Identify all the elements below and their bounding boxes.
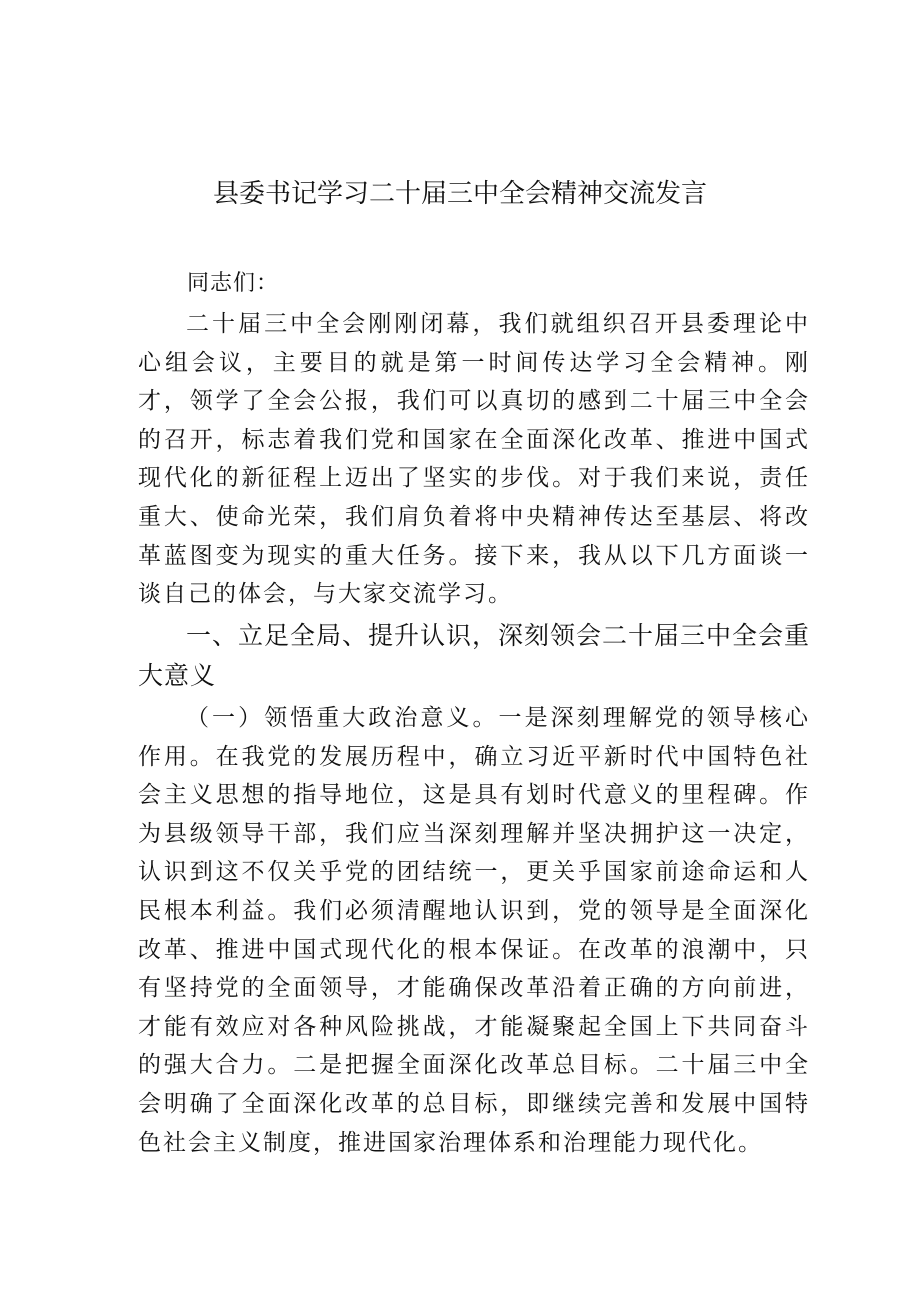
document-title: 县委书记学习二十届三中全会精神交流发言 [212, 179, 707, 209]
paragraph-section-1-1: （一）领悟重大政治意义。一是深刻理解党的领导核心作用。在我党的发展历程中，确立习近平新时代中国特色社会主义思想的指导地位，这是具有划时代意义的里程碑。作为县级领导干部，我们应当深刻理解并坚决拥护这一决定，认识到这不仅关乎党的团结统一，更关乎国家前途命运和人民根本利益。我们必须清醒地认识到，党的领导是全面深化改革、推进中国式现代化的根本保证。在改革的浪潮中，只有坚持党的全面领导，才能确保改革沿着正确的方向前进，才能有效应对各种风险挑战，才能凝聚起全国上下共同奋斗的强大合力。二是把握全面深化改革总目标。二十届三中全会明确了全面深化改革的总目标，即继续完善和发展中国特色社会主义制度，推进国家治理体系和治理能力现代化。 [138, 705, 810, 1156]
section-heading-1: 一、立足全局、提升认识，深刻领会二十届三中全会重大意义 [138, 621, 811, 690]
paragraph-opening: 二十届三中全会刚刚闭幕，我们就组织召开县委理论中心组会议，主要目的就是第一时间传达学习全会精神。刚才，领学了全会公报，我们可以真切的感到二十届三中全会的召开，标志着我们党和国家在全面深化改革、推进中国式现代化的新征程上迈出了坚实的步伐。对于我们来说，责任重大、使命光荣，我们肩负着将中央精神传达至基层、将改革蓝图变为现实的重大任务。接下来，我从以下几方面谈一谈自己的体会，与大家交流学习。 [138, 311, 810, 608]
salutation: 同志们： [187, 271, 280, 296]
